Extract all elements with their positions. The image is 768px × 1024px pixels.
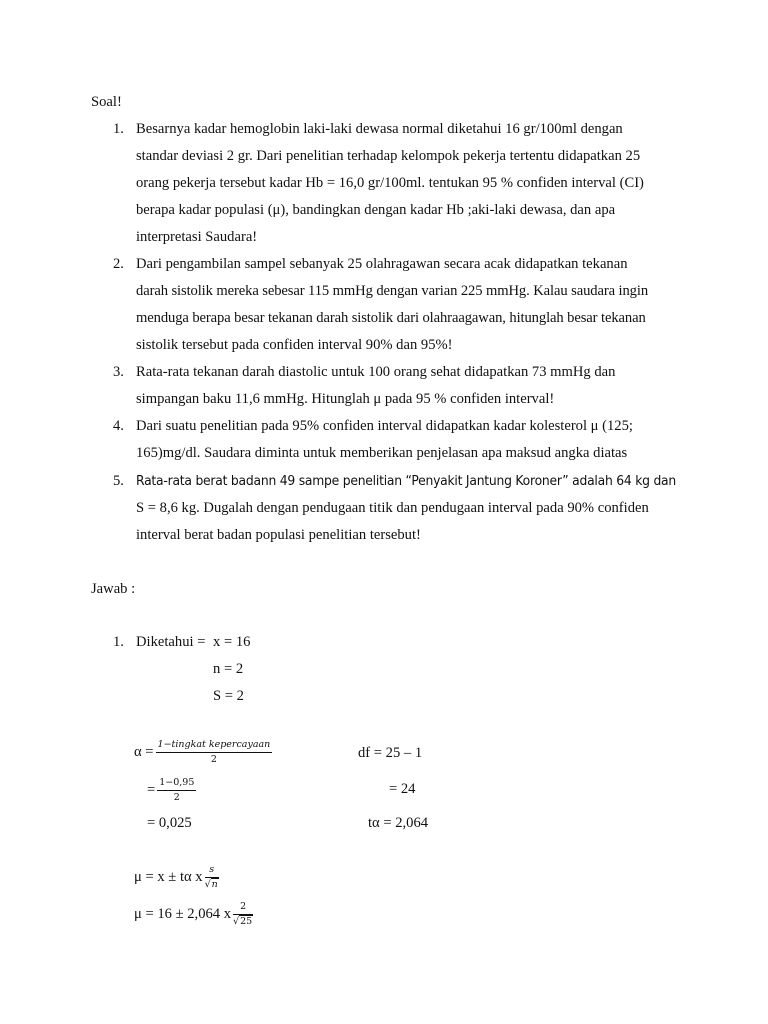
alpha-step-2-eq: = (147, 781, 156, 798)
alpha-fraction (156, 739, 273, 766)
question-1-number: 1. (113, 121, 124, 137)
alpha-fraction-denominator: 2 (210, 754, 217, 765)
sqrt-symbol-icon: √25 (233, 916, 253, 927)
question-2-number: 2. (113, 256, 124, 272)
given-x: x = 16 (213, 634, 251, 650)
mu-formula-lhs: μ = x ± tα x (134, 868, 203, 885)
mu-formula-fraction (205, 864, 219, 891)
alpha-fraction-numerator: 1−tingkat kepercayaan (156, 739, 273, 753)
question-1-line-5: interpretasi Saudara! (136, 229, 258, 245)
diketahui-label: Diketahui = (136, 634, 206, 650)
mu-formula (134, 864, 219, 891)
df-line-2: = 24 (389, 781, 416, 797)
question-2-line-3: menduga berapa besar tekanan darah sistolik dari olahraagawan, hitunglah besar tekanan (136, 310, 646, 326)
question-1-line-3: orang pekerja tersebut kadar Hb = 16,0 gr/100ml. tentukan 95 % confiden interval (CI) (136, 175, 644, 191)
mu-calc-fraction (233, 901, 253, 928)
question-3-number: 3. (113, 364, 124, 380)
question-2-line-1: Dari pengambilan sampel sebanyak 25 olahragawan secara acak didapatkan tekanan (136, 256, 628, 272)
alpha-result: = 0,025 (147, 815, 192, 831)
mu-calculation (134, 901, 253, 928)
given-s: S = 2 (213, 688, 244, 704)
mu-calc-numerator: 2 (233, 901, 253, 915)
question-2-line-4: sistolik tersebut pada confiden interval 90% dan 95%! (136, 337, 453, 353)
question-5-line-2: S = 8,6 kg. Dugalah dengan pendugaan titik dan pendugaan interval pada 90% confiden (136, 500, 649, 516)
t-alpha-value: tα = 2,064 (368, 815, 429, 831)
alpha-step-2-numerator: 1−0,95 (157, 777, 196, 791)
given-n: n = 2 (213, 661, 244, 677)
soal-heading: Soal! (91, 94, 122, 110)
answer-1-number: 1. (113, 634, 124, 650)
question-3-line-1: Rata-rata tekanan darah diastolic untuk 100 orang sehat didapatkan 73 mmHg dan (136, 364, 616, 380)
mu-formula-numerator: s (205, 864, 219, 878)
alpha-lhs: α = (134, 743, 154, 760)
question-5-number: 5. (113, 473, 124, 489)
question-4-line-2: 165)mg/dl. Saudara diminta untuk memberikan penjelasan apa maksud angka diatas (136, 445, 628, 461)
alpha-formula (134, 739, 272, 766)
question-4-number: 4. (113, 418, 124, 434)
mu-calc-denominator (233, 915, 253, 928)
question-3-line-2: simpangan baku 11,6 mmHg. Hitunglah μ pada 95 % confiden interval! (136, 391, 555, 407)
alpha-step-2-denominator: 2 (173, 792, 180, 803)
question-5-line-3: interval berat badan populasi penelitian tersebut! (136, 527, 421, 543)
question-4-line-1: Dari suatu penelitian pada 95% confiden interval didapatkan kadar kolesterol μ (125; (136, 418, 633, 434)
df-line-1: df = 25 – 1 (358, 745, 423, 761)
alpha-step-2 (147, 777, 196, 804)
question-1-line-4: berapa kadar populasi (μ), bandingkan dengan kadar Hb ;aki-laki dewasa, dan apa (136, 202, 616, 218)
mu-formula-denominator (205, 878, 219, 891)
question-5-line-1: Rata-rata berat badann 49 sampe penelitian “Penyakit Jantung Koroner” adalah 64 kg dan (136, 474, 676, 489)
question-1-line-2: standar deviasi 2 gr. Dari penelitian terhadap kelompok pekerja tertentu didapatkan 25 (136, 148, 641, 164)
question-1-line-1: Besarnya kadar hemoglobin laki-laki dewasa normal diketahui 16 gr/100ml dengan (136, 121, 623, 137)
sqrt-symbol-icon: √n (204, 879, 218, 890)
jawab-heading: Jawab : (91, 581, 136, 597)
question-2-line-2: darah sistolik mereka sebesar 115 mmHg dengan varian 225 mmHg. Kalau saudara ingin (136, 283, 649, 299)
mu-calc-lhs: μ = 16 ± 2,064 x (134, 905, 232, 922)
alpha-step-2-fraction (157, 777, 196, 804)
